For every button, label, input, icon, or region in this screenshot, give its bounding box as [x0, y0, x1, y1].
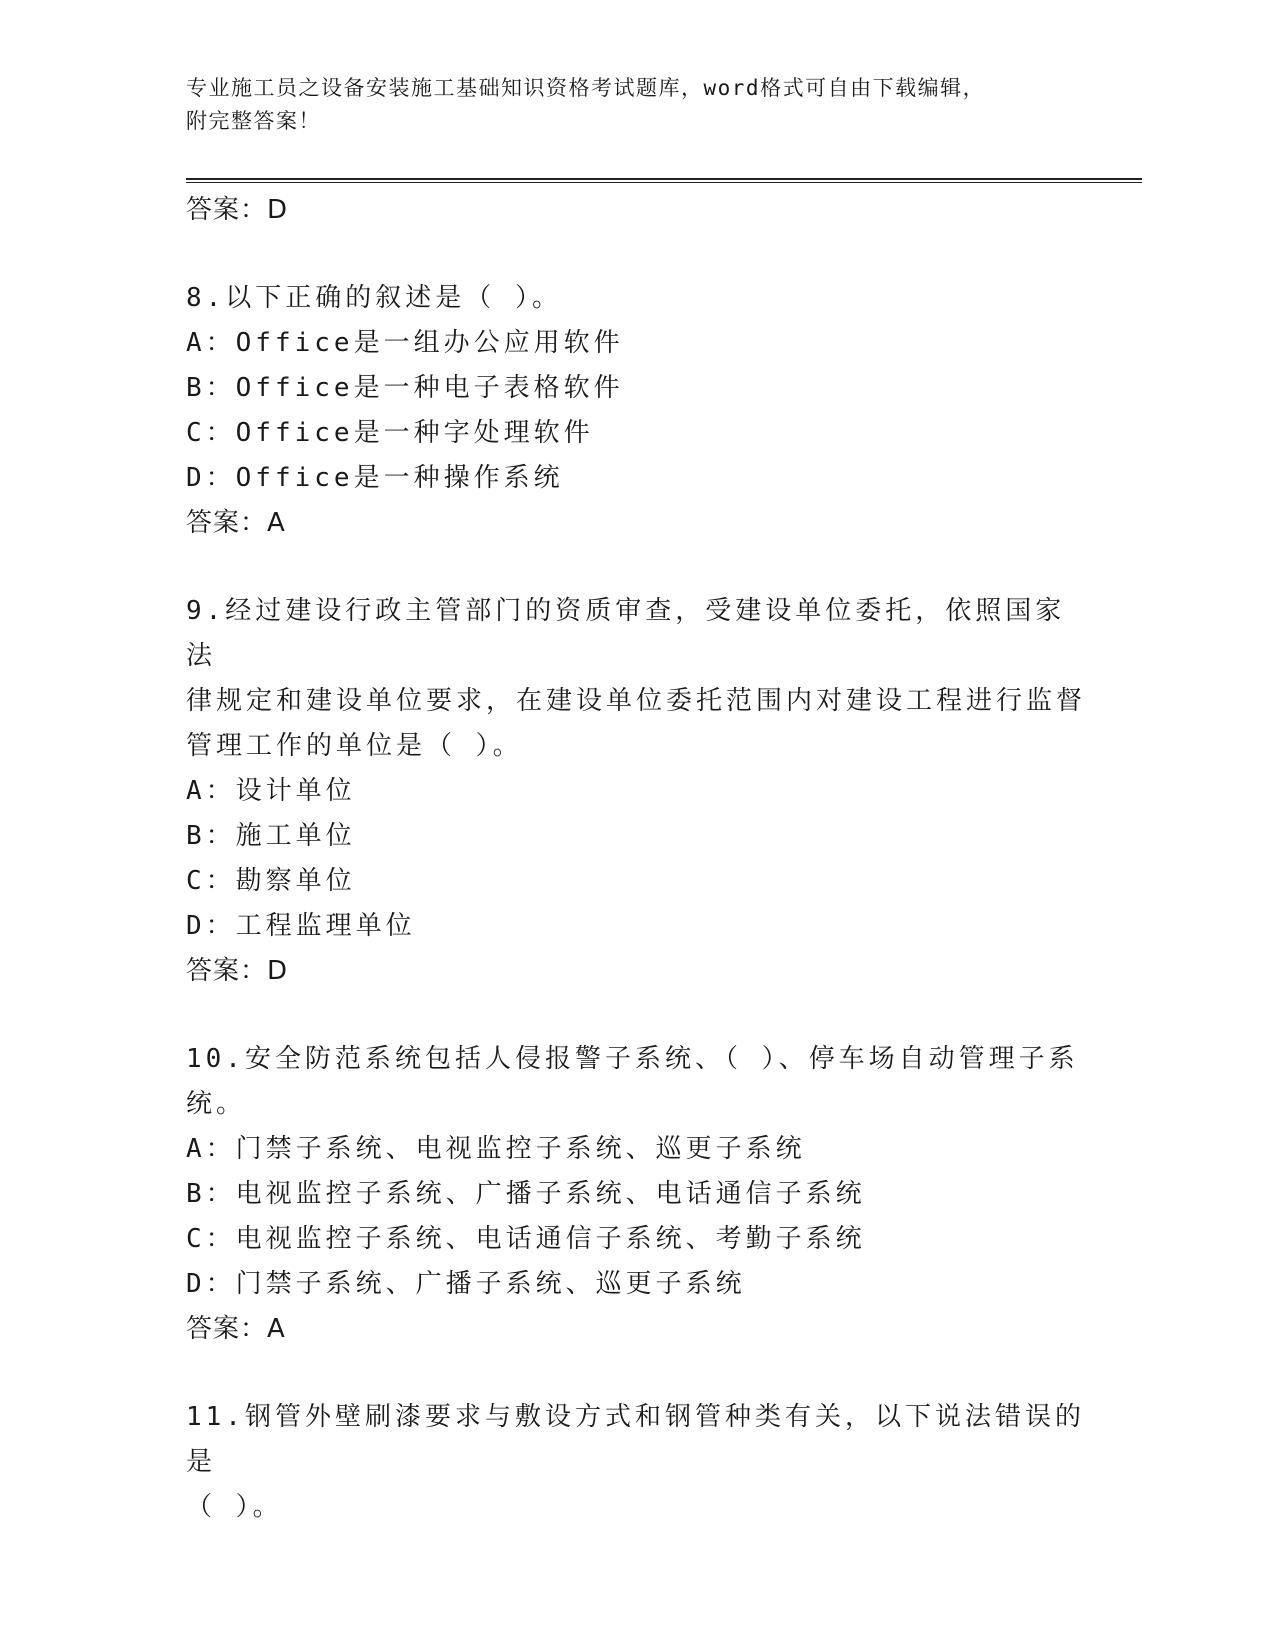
question-list [186, 188, 1086, 1530]
option-d: D：工程监理单位 [186, 911, 416, 941]
question-text: 管理工作的单位是（ ）。 [186, 731, 523, 761]
answer-line: 答案：D [186, 195, 289, 225]
header-line-1: 专业施工员之设备安装施工基础知识资格考试题库，word格式可自由下载编辑， [186, 76, 986, 100]
header-divider-thin [186, 182, 1142, 183]
option-c: C：勘察单位 [186, 866, 356, 896]
option-b: B：施工单位 [186, 821, 356, 851]
answer-line: 答案：A [186, 508, 286, 538]
question-11 [186, 1395, 1086, 1530]
question-text: 11.钢管外壁刷漆要求与敷设方式和钢管种类有关，以下说法错误的是 [186, 1402, 1085, 1477]
answer-line: 答案：A [186, 1314, 286, 1344]
question-text: （ ）。 [186, 1492, 283, 1522]
question-text: 10.安全防范系统包括人侵报警子系统、（ ）、停车场自动管理子系 [186, 1044, 1079, 1074]
question-text: 9.经过建设行政主管部门的资质审查，受建设单位委托，依照国家法 [186, 596, 1066, 671]
option-c: C：电视监控子系统、电话通信子系统、考勤子系统 [186, 1224, 866, 1254]
option-d: D：门禁子系统、广播子系统、巡更子系统 [186, 1269, 746, 1299]
question-9 [186, 589, 1086, 993]
option-a: A：Office是一组办公应用软件 [186, 328, 624, 358]
header-line-2: 附完整答案！ [186, 109, 321, 133]
question-8 [186, 276, 1086, 545]
header-divider [186, 178, 1142, 180]
option-c: C：Office是一种字处理软件 [186, 418, 594, 448]
option-b: B：电视监控子系统、广播子系统、电话通信子系统 [186, 1179, 866, 1209]
option-a: A：门禁子系统、电视监控子系统、巡更子系统 [186, 1134, 806, 1164]
answer-line: 答案：D [186, 956, 289, 986]
option-d: D：Office是一种操作系统 [186, 463, 564, 493]
question-text: 统。 [186, 1089, 247, 1119]
option-a: A：设计单位 [186, 776, 356, 806]
document-header [186, 72, 1066, 138]
option-b: B：Office是一种电子表格软件 [186, 373, 624, 403]
question-text: 律规定和建设单位要求，在建设单位委托范围内对建设工程进行监督 [186, 686, 1087, 716]
question-text: 8.以下正确的叙述是（ ）。 [186, 283, 562, 313]
question-10 [186, 1037, 1086, 1351]
